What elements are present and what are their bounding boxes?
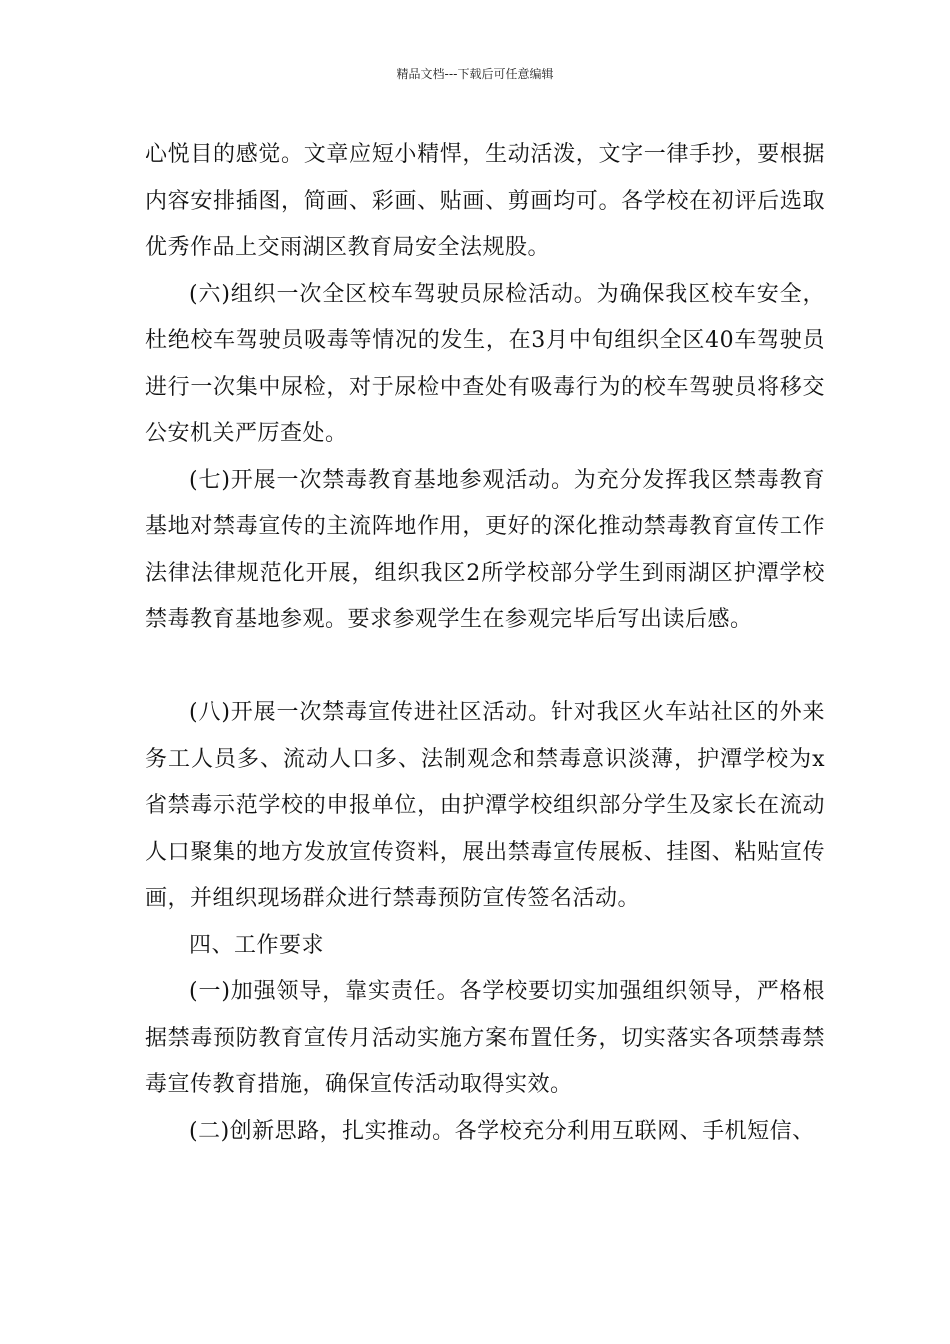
section-heading-requirements: 四、工作要求	[189, 932, 325, 958]
paragraph-item-8: (八)开展一次禁毒宣传进社区活动。针对我区火车站社区的外来务工人员多、流动人口多、法制观念和禁毒意识淡薄，护潭学校为x省禁毒示范学校的申报单位，由护潭学校组织部分学生及家长在流动人口聚集的地方发放宣传资料，展出禁毒宣传展板、挂图、粘贴宣传画，并组织现场群众进行禁毒预防宣传签名活动。	[145, 700, 825, 911]
paragraph-gap	[145, 644, 825, 691]
paragraph-requirement-2: (二)创新思路，扎实推动。各学校充分利用互联网、手机短信、	[189, 1118, 815, 1144]
paragraph-continuation: 心悦目的感觉。文章应短小精悍，生动活泼，文字一律手抄，要根据内容安排插图，简画、彩画、贴画、剪画均可。各学校在初评后选取优秀作品上交雨湖区教育局安全法规股。	[145, 142, 825, 260]
page-header: 精品文档---下载后可任意编辑	[396, 67, 554, 81]
paragraph-item-6: (六)组织一次全区校车驾驶员尿检活动。为确保我区校车安全，杜绝校车驾驶员吸毒等情况的发生，在3月中旬组织全区40车驾驶员进行一次集中尿检，对于尿检中查处有吸毒行为的校车驾驶员将移交公安机关严厉查处。	[145, 281, 825, 446]
paragraph-item-7: (七)开展一次禁毒教育基地参观活动。为充分发挥我区禁毒教育基地对禁毒宣传的主流阵地作用，更好的深化推动禁毒教育宣传工作法律法律规范化开展，组织我区2所学校部分学生到雨湖区护潭学校禁毒教育基地参观。要求参观学生在参观完毕后写出读后感。	[145, 467, 825, 632]
paragraph-requirement-1: (一)加强领导，靠实责任。各学校要切实加强组织领导，严格根据禁毒预防教育宣传月活动实施方案布置任务，切实落实各项禁毒禁毒宣传教育措施，确保宣传活动取得实效。	[145, 979, 825, 1097]
document-body	[145, 132, 825, 1155]
